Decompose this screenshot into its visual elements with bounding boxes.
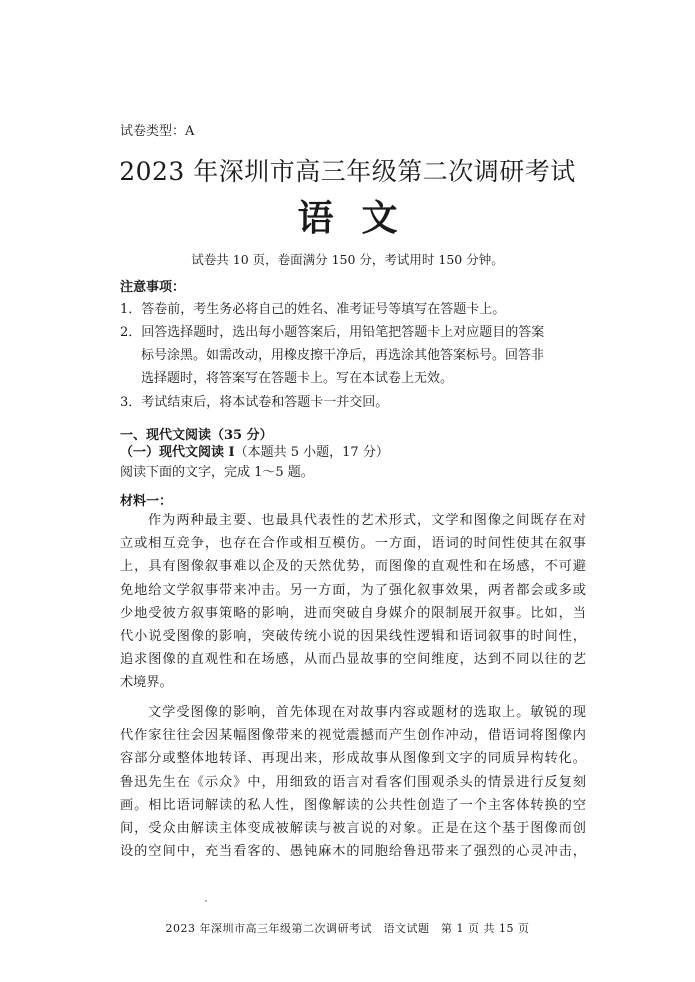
paragraph-line: 文学受图像的影响，首先体现在对故事内容或题材的选取上。敏锐的现 bbox=[148, 705, 586, 720]
note-item: 2．回答选择题时，选出每小题答案后，用铅笔把答题卡上对应题目的答案 bbox=[120, 325, 545, 340]
material-heading: 材料一： bbox=[120, 494, 173, 509]
notes-heading: 注意事项： bbox=[120, 280, 186, 295]
note-item: 1．答卷前，考生务必将自己的姓名、准考证号等填写在答题卡上。 bbox=[120, 302, 506, 317]
paragraph-line: 上，具有图像叙事难以企及的天然优势，而图像的直观性和在场感，不可避 bbox=[120, 559, 586, 575]
paragraph-line: 设的空间中，充当看客的、愚钝麻木的同胞给鲁迅带来了强烈的心灵冲击， bbox=[120, 844, 586, 860]
paragraph-line: 鲁迅先生在《示众》中，用细致的语言对看客们围观杀头的情景进行反复刻 bbox=[120, 774, 586, 790]
reading-instruction: 阅读下面的文字，完成 1～5 题。 bbox=[120, 465, 314, 480]
note-item-continued: 选择题时，将答案写在答题卡上。写在本试卷上无效。 bbox=[141, 371, 454, 386]
subsection-heading bbox=[120, 441, 389, 460]
subject-title: 语文 bbox=[297, 197, 426, 239]
exam-title: 2023 年深圳市高三年级第二次调研考试 bbox=[119, 157, 576, 186]
paragraph-line: 少地受彼方叙事策略的影响，进而突破自身媒介的限制展开叙事。比如，当 bbox=[120, 605, 586, 621]
paragraph-line: 免地给文学叙事带来冲击。另一方面，为了强化叙事效果，两者都会或多或 bbox=[120, 582, 586, 598]
exam-info: 试卷共 10 页，卷面满分 150 分，考试用时 150 分钟。 bbox=[191, 252, 504, 267]
material-paragraph-2 bbox=[120, 701, 586, 863]
material-paragraph-1 bbox=[120, 509, 586, 695]
note-item-continued: 标号涂黑。如需改动，用橡皮擦干净后，再选涂其他答案标号。回答非 bbox=[141, 348, 545, 363]
paragraph-line: 间，受众由解读主体变成被解读与被言说的对象。正是在这个基于图像而创 bbox=[120, 821, 586, 837]
page-footer: 2023 年深圳市高三年级第二次调研考试 语文试题 第 1 页 共 15 页 bbox=[165, 922, 530, 935]
paragraph-line: 代作家往往会因某幅图像带来的视觉震撼而产生创作冲动，借语词将图像内 bbox=[120, 728, 586, 744]
section-heading: 一、现代文阅读（35 分） bbox=[120, 428, 273, 443]
note-item: 3．考试结束后，将本试卷和答题卡一并交回。 bbox=[120, 395, 389, 410]
subsection-info: （本题共 5 小题，17 分） bbox=[234, 445, 389, 460]
print-speck bbox=[205, 900, 207, 902]
paper-type-label: 试卷类型：A bbox=[120, 124, 195, 139]
paragraph-line: 追求图像的直观性和在场感，从而凸显故事的空间维度，达到不同以往的艺 bbox=[120, 652, 586, 668]
paragraph-line: 画。相比语词解读的私人性，图像解读的公共性创造了一个主客体转换的空 bbox=[120, 797, 586, 813]
paragraph-line: 术境界。 bbox=[120, 675, 173, 691]
paragraph-line: 代小说受图像的影响，突破传统小说的因果线性逻辑和语词叙事的时间性， bbox=[120, 629, 586, 645]
paragraph-line: 立或相互竞争，也存在合作或相互模仿。一方面，语词的时间性使其在叙事 bbox=[120, 536, 586, 552]
paragraph-line: 容部分或整体地转译、再现出来，形成故事从图像到文字的同质异构转化。 bbox=[120, 751, 586, 767]
paragraph-line: 作为两种最主要、也最具代表性的艺术形式，文学和图像之间既存在对 bbox=[148, 513, 586, 528]
subsection-title: （一）现代文阅读 I bbox=[120, 445, 235, 460]
